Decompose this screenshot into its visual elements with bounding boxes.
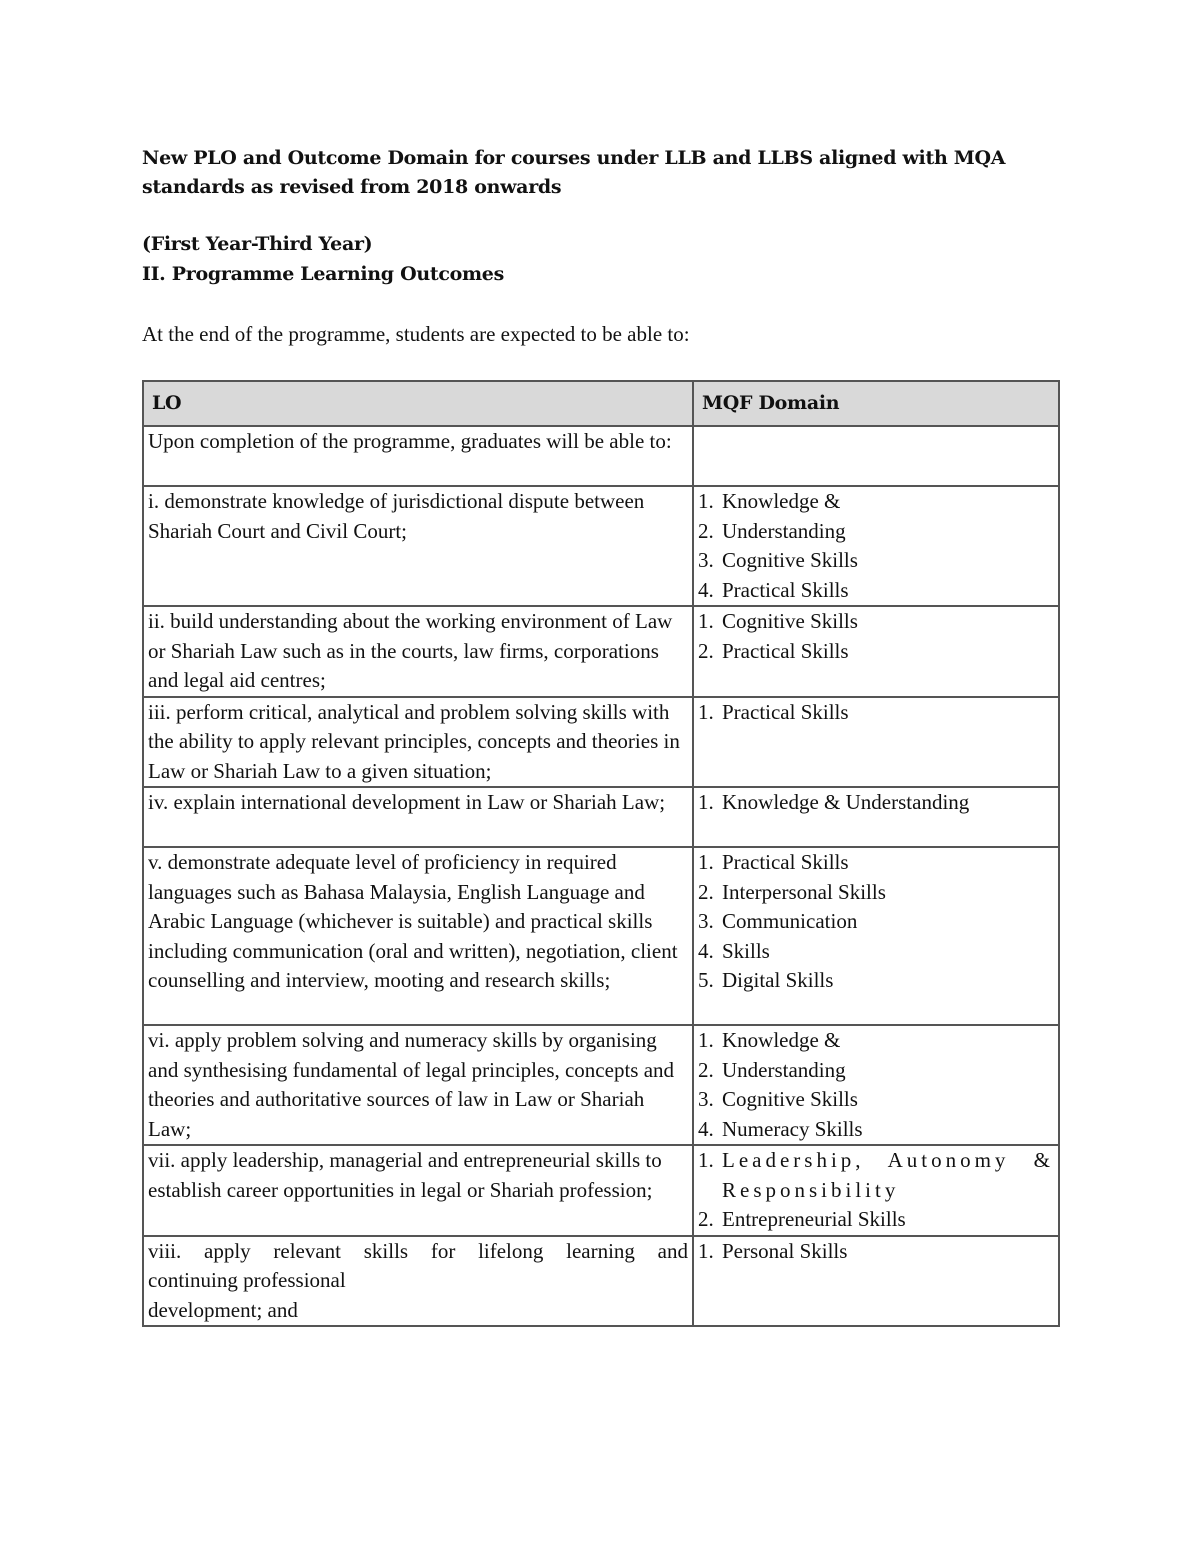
domain-item: 2. Interpersonal Skills [698, 879, 886, 904]
lo-text: vii. apply leadership, managerial and entrepreneurial skills to establish career opportunities in legal or Shariah profession; [143, 1145, 693, 1236]
learning-outcomes-table [142, 380, 1060, 1327]
domain-item: 3. Cognitive Skills [698, 548, 858, 572]
domain-cell [693, 1025, 1059, 1145]
domain-item: 2. Practical Skills [698, 638, 849, 663]
domain-cell [693, 787, 1059, 847]
domain-item: 2. Understanding [698, 1057, 846, 1082]
domain-item: 1. Personal Skills [698, 1238, 848, 1263]
domain-list [698, 487, 1054, 605]
column-header-mqf-domain: MQF Domain [693, 381, 1059, 426]
domain-list [698, 1026, 1054, 1144]
domain-item: 1. Cognitive Skills [698, 609, 858, 633]
domain-item: 5. Digital Skills [698, 968, 834, 992]
domain-item: 3. Communication [698, 909, 858, 933]
column-header-lo: LO [143, 381, 693, 426]
domain-item: 2. Understanding [698, 518, 846, 543]
lo-text: iii. perform critical, analytical and problem solving skills with the ability to apply relevant principles, concepts and theories in Law or Shariah Law to a given situation; [143, 697, 693, 788]
domain-item: 1. Practical Skills [698, 699, 849, 724]
domain-list [698, 607, 1054, 666]
year-range-heading: (First Year-Third Year) [142, 233, 373, 255]
domain-list [698, 1146, 1054, 1235]
lo-text: iv. explain international development in Law or Shariah Law; [143, 787, 693, 847]
domain-cell [693, 1145, 1059, 1236]
table-row-lead-in [143, 426, 1059, 486]
domain-item: 4. Practical Skills [698, 577, 849, 602]
table-row [143, 606, 1059, 697]
lo-line: continuing professional [148, 1268, 346, 1292]
table-row [143, 1025, 1059, 1145]
domain-cell [693, 847, 1059, 1025]
lead-in-text: Upon completion of the programme, graduates will be able to: [143, 426, 693, 486]
table-row [143, 486, 1059, 606]
domain-item: 1. Leadership, Autonomy & Responsibility [698, 1148, 1054, 1202]
page-title: New PLO and Outcome Domain for courses under LLB and LLBS aligned with MQA standards as revised from 2018 onwards [142, 147, 1006, 198]
lo-line: development; and [148, 1297, 298, 1322]
domain-cell [693, 606, 1059, 697]
lo-text: v. demonstrate adequate level of proficiency in required languages such as Bahasa Malaysia, English Language and Arabic Language (whichever is suitable) and practical skills including communication (oral and written), negotiation, client counselling and interview, mooting and research skills; [143, 847, 693, 1025]
section-heading: II. Programme Learning Outcomes [142, 263, 504, 285]
domain-item: 1. Practical Skills [698, 850, 849, 874]
table-row [143, 847, 1059, 1025]
lo-line: viii. apply relevant skills for lifelong learning and [148, 1238, 688, 1263]
domain-list [698, 1237, 1054, 1267]
table-row [143, 1145, 1059, 1236]
empty-domain-cell [693, 426, 1059, 486]
table-row [143, 787, 1059, 847]
domain-item: 2. Entrepreneurial Skills [698, 1207, 906, 1231]
domain-list [698, 788, 1054, 818]
domain-item: 1. Knowledge & [698, 489, 841, 513]
domain-cell [693, 697, 1059, 788]
domain-item: 1. Knowledge & [698, 1028, 841, 1052]
domain-item: 3. Cognitive Skills [698, 1087, 858, 1111]
domain-item: 4. Skills [698, 938, 770, 963]
lo-text: i. demonstrate knowledge of jurisdictional dispute between Shariah Court and Civil Court; [143, 486, 693, 606]
table-row [143, 697, 1059, 788]
table-row [143, 1236, 1059, 1327]
domain-item: 4. Numeracy Skills [698, 1116, 863, 1141]
intro-text: At the end of the programme, students are expected to be able to: [142, 322, 690, 346]
lo-text [143, 1236, 693, 1327]
table-header-row [143, 381, 1059, 426]
domain-item: 1. Knowledge & Understanding [698, 790, 970, 814]
domain-list [698, 848, 1054, 996]
domain-cell [693, 1236, 1059, 1327]
lo-text: vi. apply problem solving and numeracy skills by organising and synthesising fundamental of legal principles, concepts and theories and authoritative sources of law in Law or Shariah Law; [143, 1025, 693, 1145]
domain-list [698, 698, 1054, 728]
lo-text: ii. build understanding about the working environment of Law or Shariah Law such as in the courts, law firms, corporations and legal aid centres; [143, 606, 693, 697]
domain-cell [693, 486, 1059, 606]
